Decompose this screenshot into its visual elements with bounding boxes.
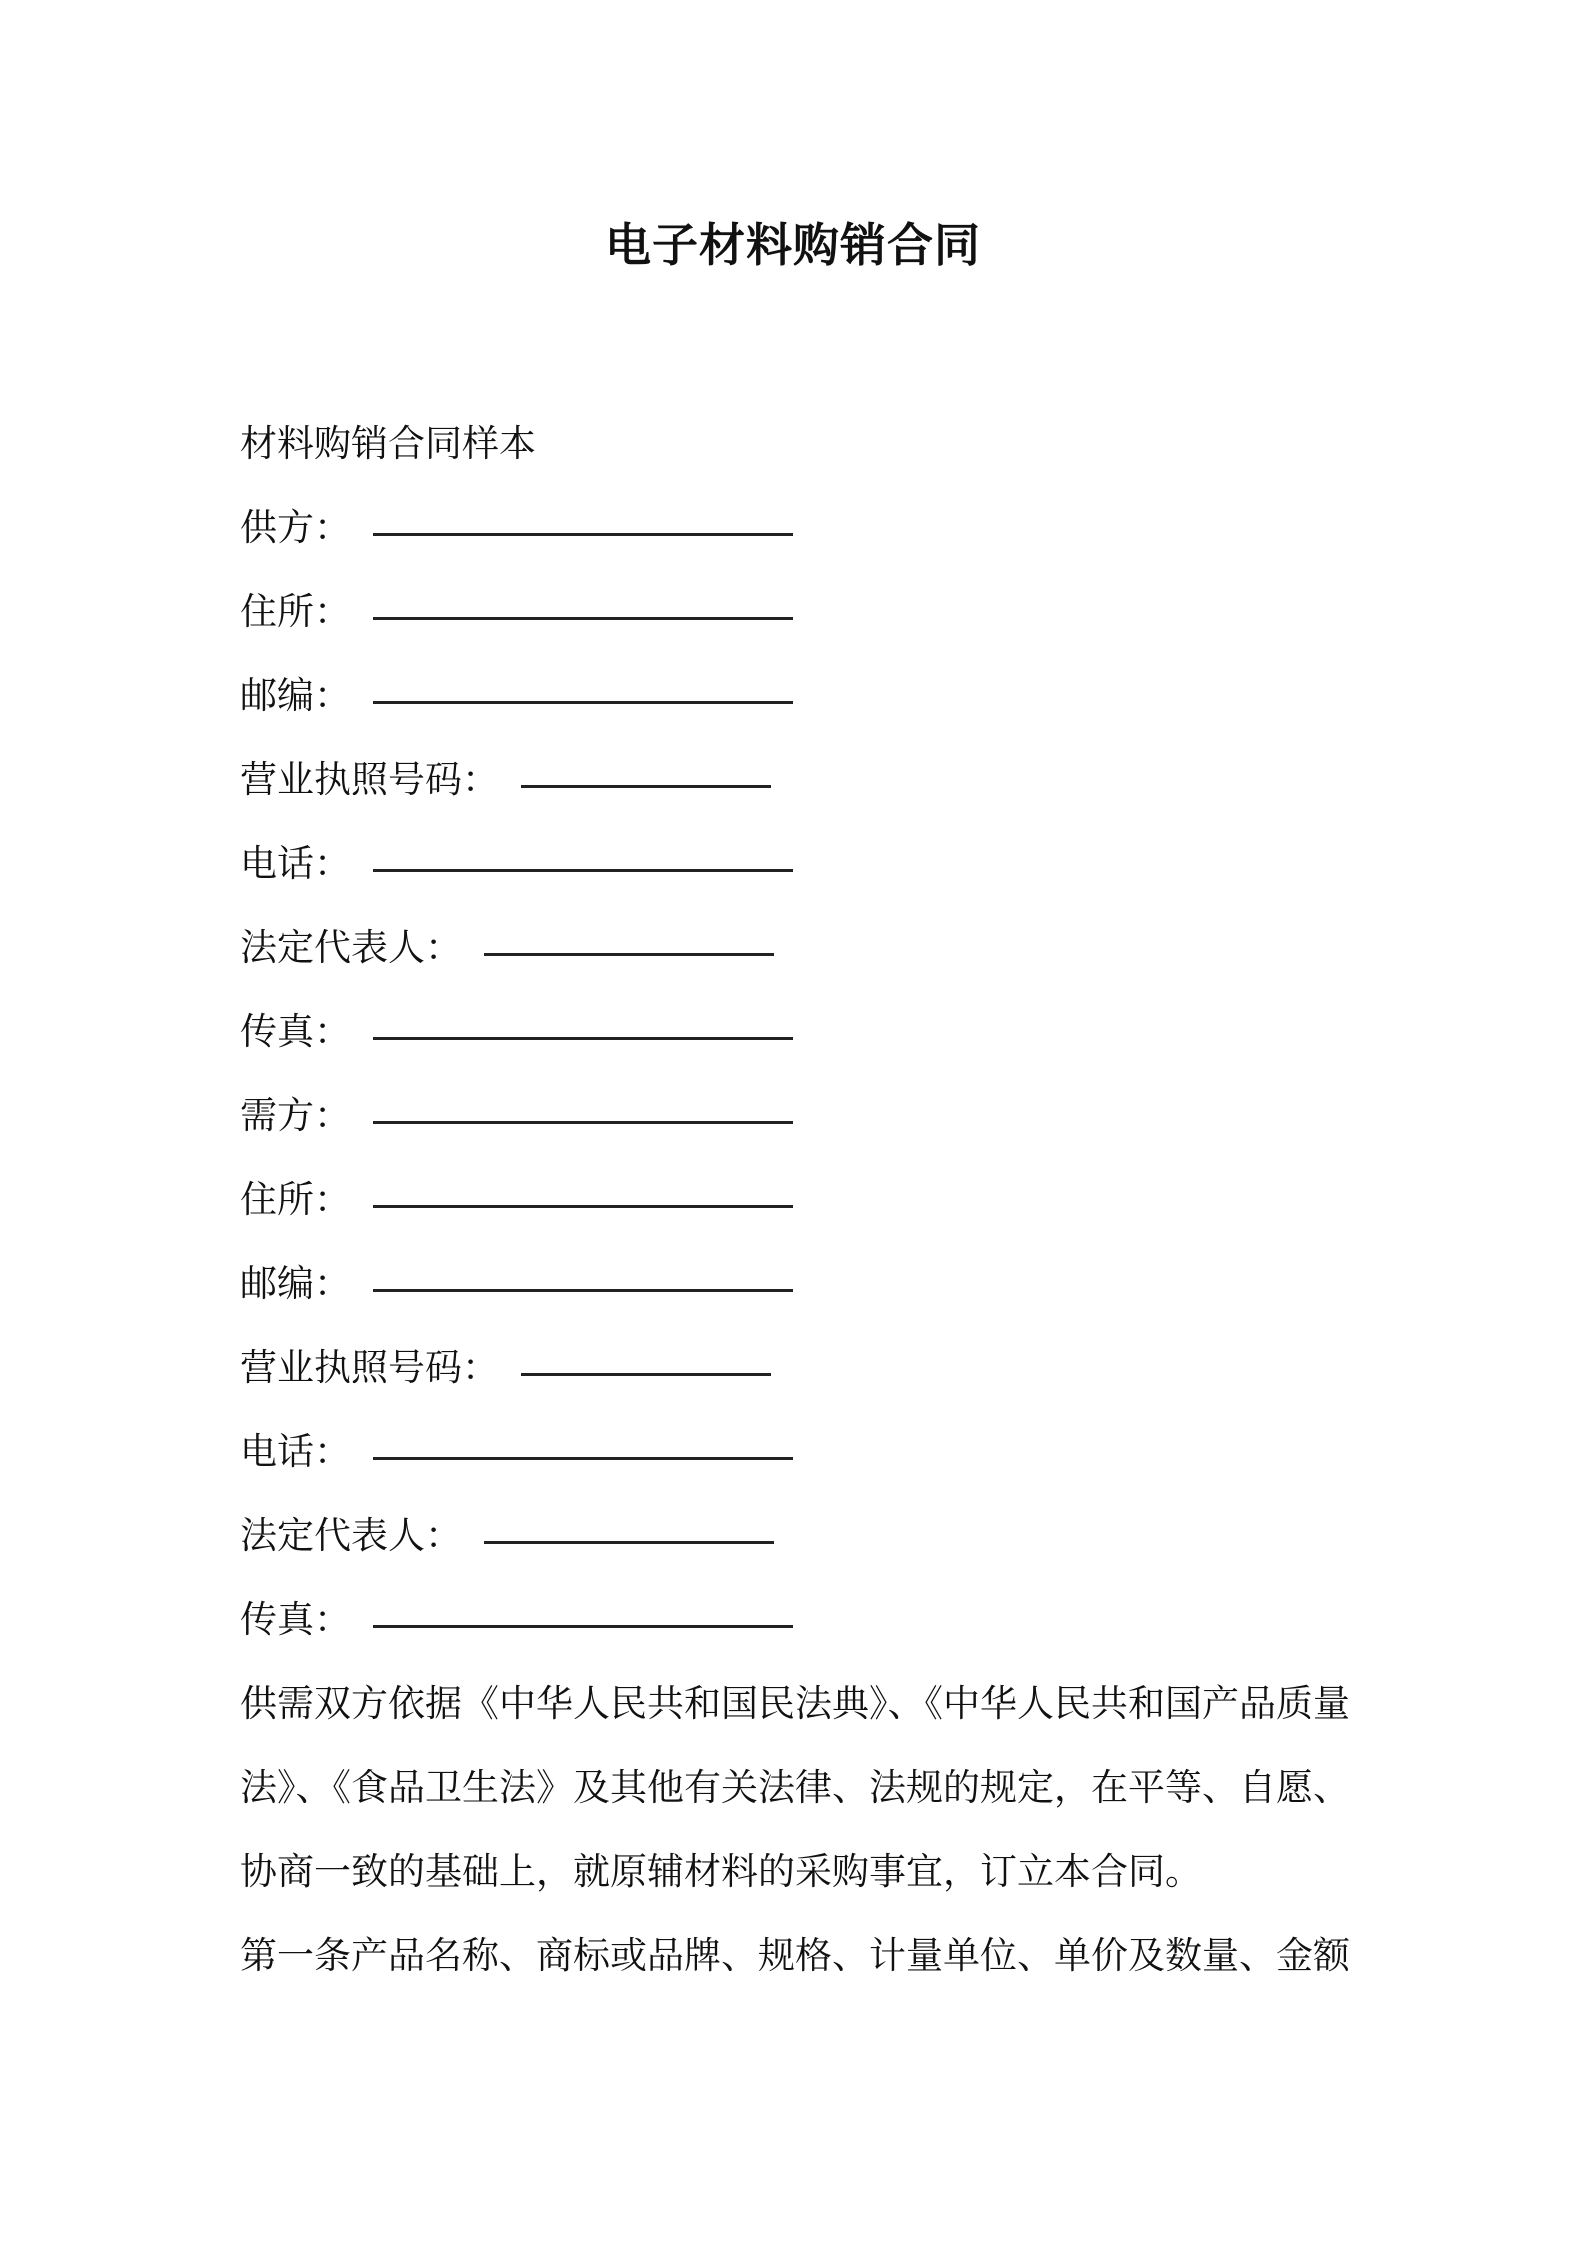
document-title: 电子材料购销合同 xyxy=(605,218,981,272)
fill-in-blank xyxy=(373,1037,793,1040)
field-label: 住所： xyxy=(240,1178,351,1221)
field-supplier-postcode xyxy=(240,654,1360,738)
document-body xyxy=(240,402,1360,1998)
fill-in-blank xyxy=(373,1121,793,1124)
field-buyer-legal-rep xyxy=(240,1494,1360,1578)
field-supplier-license xyxy=(240,738,1360,822)
field-label: 电话： xyxy=(240,842,351,885)
fill-in-blank xyxy=(373,1457,793,1460)
paragraph-line: 供需双方依据《中华人民共和国民法典》、《中华人民共和国产品质量 xyxy=(240,1682,1350,1725)
fill-in-blank xyxy=(521,785,771,788)
field-label: 需方： xyxy=(240,1094,351,1137)
field-label: 电话： xyxy=(240,1430,351,1473)
field-supplier-address xyxy=(240,570,1360,654)
field-supplier-fax xyxy=(240,990,1360,1074)
fill-in-blank xyxy=(373,701,793,704)
fill-in-blank xyxy=(373,1205,793,1208)
field-label: 传真： xyxy=(240,1598,351,1641)
field-buyer-address xyxy=(240,1158,1360,1242)
field-label: 供方： xyxy=(240,506,351,549)
fill-in-blank xyxy=(373,869,793,872)
field-label: 邮编： xyxy=(240,674,351,717)
fill-in-blank xyxy=(373,1625,793,1628)
paragraph-line: 协商一致的基础上，就原辅材料的采购事宜，订立本合同。 xyxy=(240,1850,1202,1893)
field-supplier-legal-rep xyxy=(240,906,1360,990)
field-label: 传真： xyxy=(240,1010,351,1053)
field-label: 邮编： xyxy=(240,1262,351,1305)
field-supplier-phone xyxy=(240,822,1360,906)
article-heading: 第一条产品名称、商标或品牌、规格、计量单位、单价及数量、金额 xyxy=(240,1934,1350,1977)
field-buyer-license xyxy=(240,1326,1360,1410)
fill-in-blank xyxy=(484,1541,774,1544)
field-label: 营业执照号码： xyxy=(240,1346,499,1389)
field-label: 法定代表人： xyxy=(240,1514,462,1557)
field-buyer-phone xyxy=(240,1410,1360,1494)
fill-in-blank xyxy=(521,1373,771,1376)
field-buyer-postcode xyxy=(240,1242,1360,1326)
field-label: 法定代表人： xyxy=(240,926,462,969)
fill-in-blank xyxy=(373,1289,793,1292)
field-supplier xyxy=(240,486,1360,570)
field-label: 营业执照号码： xyxy=(240,758,499,801)
field-buyer xyxy=(240,1074,1360,1158)
field-label: 住所： xyxy=(240,590,351,633)
fill-in-blank xyxy=(373,617,793,620)
fill-in-blank xyxy=(373,533,793,536)
field-buyer-fax xyxy=(240,1578,1360,1662)
paragraph-line: 法》、《食品卫生法》及其他有关法律、法规的规定，在平等、自愿、 xyxy=(240,1766,1350,1809)
fill-in-blank xyxy=(484,953,774,956)
document-subtitle: 材料购销合同样本 xyxy=(240,422,536,465)
